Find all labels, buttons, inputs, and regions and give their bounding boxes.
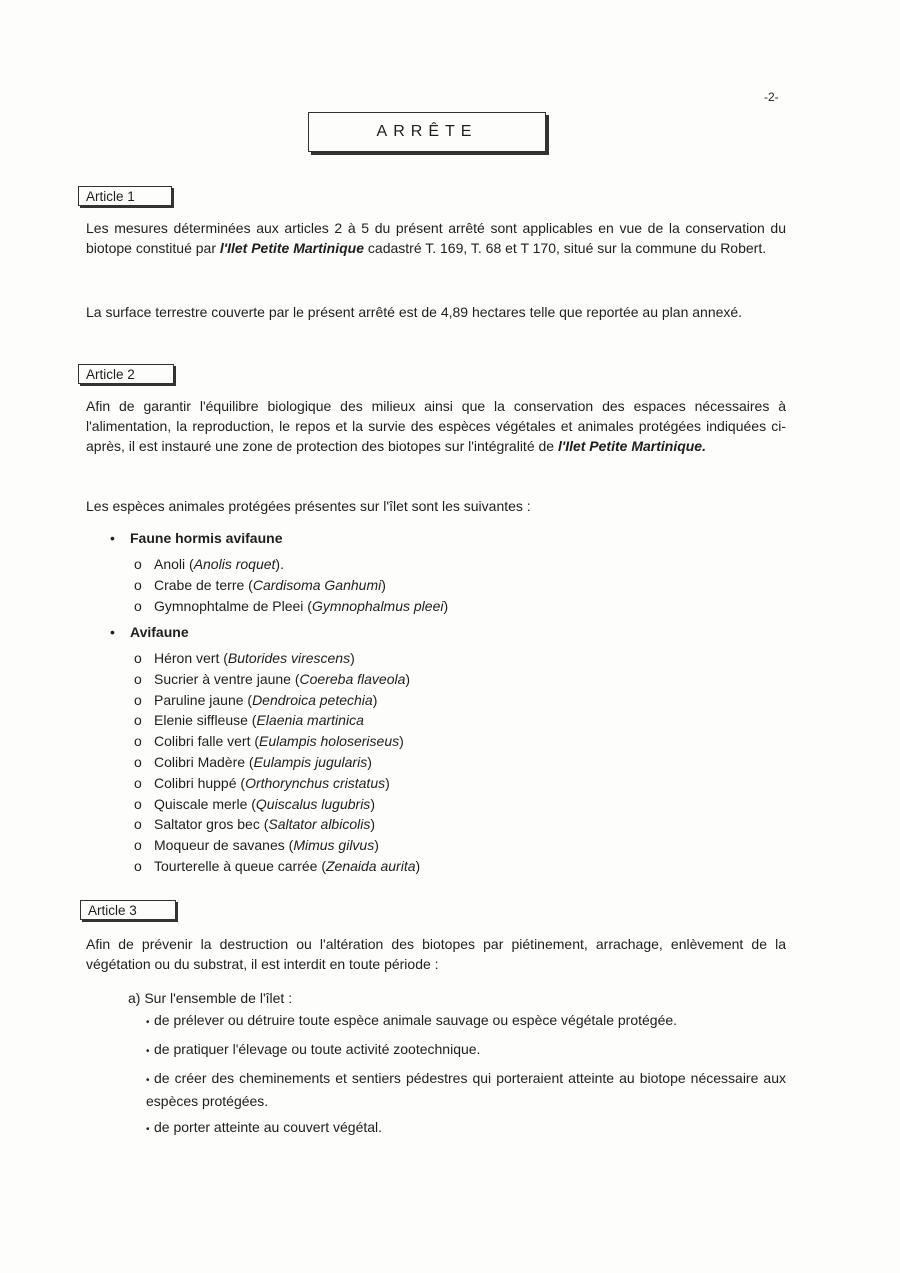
species-item: [134, 690, 420, 711]
text-run: Les mesures déterminées aux articles 2 à 5 du présent arrêté sont applicables en vue de la conservation du biotope constitué par: [86, 220, 786, 256]
species-suffix: ): [350, 650, 355, 666]
circle-bullet-icon: o: [134, 712, 142, 729]
circle-bullet-icon: o: [134, 816, 142, 833]
circle-bullet-icon: o: [134, 556, 142, 572]
prohibition-item: [146, 1117, 786, 1140]
species-latin-name: Anolis roquet: [193, 556, 276, 572]
species-common-name: Tourterelle à queue carrée (: [154, 857, 326, 874]
prohibition-text: de porter atteinte au couvert végétal.: [154, 1119, 383, 1135]
species-suffix: ): [372, 691, 378, 708]
species-suffix: ): [415, 857, 421, 874]
circle-bullet-icon: o: [134, 576, 142, 593]
species-common-name: Anoli (: [154, 556, 194, 572]
species-latin-name: Quiscalus lugubris: [255, 795, 371, 812]
circle-bullet-icon: o: [134, 691, 142, 708]
bullet-icon: •: [146, 1075, 150, 1086]
species-suffix: ): [370, 795, 375, 812]
circle-bullet-icon: o: [134, 650, 142, 666]
circle-bullet-icon: o: [134, 753, 142, 770]
document-title: ARRÊTE: [308, 112, 546, 152]
article-3-heading: Article 3: [80, 900, 176, 920]
species-latin-name: Saltator albicolis: [268, 816, 371, 833]
prohibition-item: [146, 1068, 786, 1111]
species-latin-name: Butorides virescens: [227, 650, 351, 666]
species-item: [134, 575, 448, 596]
species-list-fauna: [134, 554, 448, 616]
circle-bullet-icon: o: [134, 597, 142, 614]
circle-bullet-icon: o: [134, 837, 142, 854]
circle-bullet-icon: o: [134, 795, 142, 812]
species-item: [134, 794, 420, 815]
bullet-icon: •: [146, 1017, 150, 1028]
circle-bullet-icon: o: [134, 733, 142, 750]
species-suffix: ): [374, 837, 379, 854]
text-run: Afin de garantir l'équilibre biologique des milieux ainsi que la conservation des espaces nécessaires à l'alimentation, la reproduction, le repos et la survie des espèces végétales et animales protégées indiquées ci-après, il est instauré une zone de protection des biotopes sur l'intégralité de: [86, 398, 786, 454]
species-item: [134, 835, 420, 856]
species-latin-name: Cardisoma Ganhumi: [252, 576, 382, 593]
circle-bullet-icon: o: [134, 670, 142, 687]
species-latin-name: Elaenia martinica: [256, 712, 364, 729]
circle-bullet-icon: o: [134, 857, 142, 874]
species-suffix: ): [405, 670, 411, 687]
site-name: l'Ilet Petite Martinique.: [557, 438, 706, 454]
species-latin-name: Gymnophalmus pleei: [311, 597, 444, 614]
article-2-heading: Article 2: [78, 364, 174, 384]
site-name: l'Ilet Petite Martinique: [219, 240, 365, 256]
category-heading: [110, 622, 189, 642]
category-label: Avifaune: [130, 624, 189, 640]
species-suffix: ): [370, 816, 375, 833]
species-common-name: Sucrier à ventre jaune (: [154, 670, 300, 687]
article-1-paragraph-2: La surface terrestre couverte par le présent arrêté est de 4,89 hectares telle que reportée au plan annexé.: [86, 304, 743, 320]
bullet-icon: •: [110, 624, 115, 640]
species-item: [134, 856, 420, 877]
species-item: [134, 814, 420, 835]
page-number: -2-: [764, 90, 779, 104]
species-common-name: Paruline jaune (: [154, 691, 253, 708]
species-suffix: ): [399, 733, 404, 750]
species-latin-name: Coereba flaveola: [299, 670, 406, 687]
species-common-name: Colibri huppé (: [154, 774, 246, 791]
article-3-paragraph-1: Afin de prévenir la destruction ou l'altération des biotopes par piétinement, arrachage, enlèvement de la végétation ou du substrat, il est interdit en toute période :: [86, 936, 786, 972]
species-common-name: Colibri falle vert (: [154, 733, 260, 750]
text-run: cadastré T. 169, T. 68 et T 170, situé sur la commune du Robert.: [364, 240, 767, 256]
species-common-name: Crabe de terre (: [154, 576, 253, 593]
prohibition-item: [146, 1010, 786, 1033]
species-list-avifauna: [134, 648, 420, 877]
species-item: [134, 669, 420, 690]
species-suffix: ): [367, 753, 372, 770]
prohibition-text: de prélever ou détruire toute espèce animale sauvage ou espèce végétale protégée.: [154, 1012, 678, 1028]
species-common-name: Moqueur de savanes (: [154, 837, 294, 854]
prohibition-list: [146, 1010, 786, 1146]
category-heading: [110, 528, 282, 548]
article-1-paragraph-1: [86, 218, 786, 258]
species-latin-name: Eulampis jugularis: [253, 753, 368, 770]
species-latin-name: Eulampis holoseriseus: [259, 733, 400, 750]
species-latin-name: Zenaida aurita: [326, 857, 416, 874]
species-common-name: Héron vert (: [154, 650, 228, 666]
bullet-icon: •: [110, 530, 115, 546]
article-2-paragraph-1: [86, 396, 786, 456]
prohibition-text: de créer des cheminements et sentiers pédestres qui porteraient atteinte au biotope nécessaire aux espèces protégées.: [146, 1070, 786, 1109]
sub-section-a: a) Sur l'ensemble de l'îlet :: [128, 990, 293, 1006]
bullet-icon: •: [146, 1046, 150, 1057]
species-latin-name: Dendroica petechia: [252, 691, 373, 708]
species-common-name: Quiscale merle (: [154, 795, 256, 812]
species-suffix: ).: [275, 556, 284, 572]
species-item: [134, 648, 420, 669]
species-item: [134, 710, 420, 731]
species-item: [134, 731, 420, 752]
species-latin-name: Orthorynchus cristatus: [245, 774, 386, 791]
prohibition-text: de pratiquer l'élevage ou toute activité zootechnique.: [154, 1041, 481, 1057]
species-suffix: ): [381, 576, 386, 593]
circle-bullet-icon: o: [134, 774, 142, 791]
species-item: [134, 752, 420, 773]
species-item: [134, 773, 420, 794]
species-common-name: Elenie siffleuse (: [154, 712, 257, 729]
species-item: [134, 596, 448, 617]
species-suffix: ): [443, 597, 449, 614]
prohibition-item: [146, 1039, 786, 1062]
species-common-name: Gymnophtalme de Pleei (: [154, 597, 312, 614]
species-item: [134, 554, 448, 575]
species-common-name: Saltator gros bec (: [154, 816, 269, 833]
species-common-name: Colibri Madère (: [154, 753, 254, 770]
article-2-paragraph-2: Les espèces animales protégées présentes sur l'îlet sont les suivantes :: [86, 498, 531, 514]
category-label: Faune hormis avifaune: [130, 530, 283, 546]
species-latin-name: Mimus gilvus: [293, 837, 375, 854]
article-1-heading: Article 1: [78, 186, 172, 206]
species-suffix: ): [385, 774, 390, 791]
bullet-icon: •: [146, 1124, 150, 1135]
